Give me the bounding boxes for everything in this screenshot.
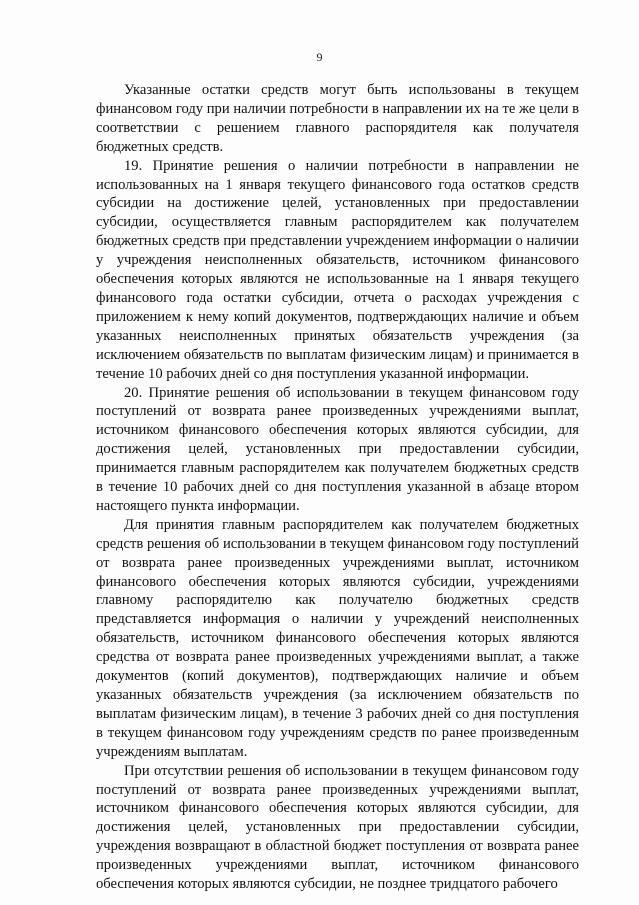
paragraph-item-19: 19. Принятие решения о наличии потребности в направлении не использованных на 1 января текущего финансового года остатков средств субсидии на достижение целей, установленных при предоставлении субсидии, осуществляется главным распорядителем как получателем бюджетных средств при представлении учреждением информации о наличии у учреждения неисполненных обязательств, источником финансового обеспечения которых являются не использованные на 1 января текущего финансового года остатки субсидии, отчета о расходах учреждения с приложением к нему копий документов, подтверждающих наличие и объем указанных неисполненных принятых обязательств учреждения (за исключением обязательств по выплатам физическим лицам) и принимается в течение 10 рабочих дней со дня поступления указанной информации. <box>96 157 579 382</box>
paragraph-decision-info: Для принятия главным распорядителем как получателем бюджетных средств решения об использовании в текущем финансовом году поступлений от возврата ранее произведенных учреждениями выплат, источником финансового обеспечения которых являются субсидии, учреждениями главному распорядителю как получателю бюджетных средств представляется информация о наличии у учреждений неисполненных обязательств, источником финансового обеспечения которых являются средства от возврата ранее произведенных учреждениями выплат, а также документов (копий документов), подтверждающих наличие и объем указанных обязательств учреждения (за исключением обязательств по выплатам физическим лицам), в течение 3 рабочих дней со дня поступления в текущем финансовом году учреждениям средств по ранее произведенным учреждениям выплатам. <box>96 516 579 760</box>
paragraph-no-decision: При отсутствии решения об использовании в текущем финансовом году поступлений от возврата ранее произведенных учреждениями выплат, источником финансового обеспечения которых являются субсидии, для достижения целей, установленных при предоставлении субсидии, учреждения возвращают в областной бюджет поступления от возврата ранее произведенных учреждениями выплат, источником финансового обеспечения которых являются субсидии, не позднее тридцатого рабочего <box>96 762 579 893</box>
paragraph-remaining-funds: Указанные остатки средств могут быть использованы в текущем финансовом году при наличии потребности в направлении их на те же цели в соответствии с решением главного распорядителя как получателя бюджетных средств. <box>96 82 579 155</box>
page-number: 9 <box>316 50 323 64</box>
paragraph-item-20: 20. Принятие решения об использовании в текущем финансовом году поступлений от возврата ранее произведенных учреждениями выплат, источником финансового обеспечения которых являются субсидии, для достижения целей, установленных при предоставлении субсидии, принимается главным распорядителем как получателем бюджетных средств в течение 10 рабочих дней со дня поступления указанной в абзаце втором настоящего пункта информации. <box>96 384 579 514</box>
document-body <box>96 81 579 894</box>
